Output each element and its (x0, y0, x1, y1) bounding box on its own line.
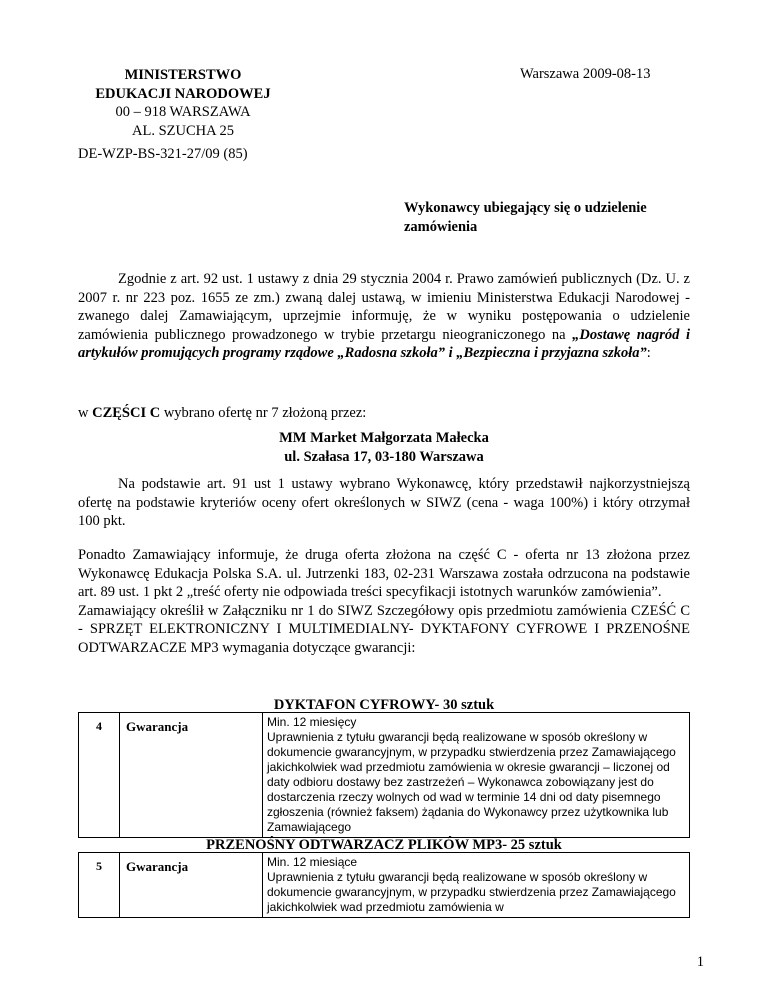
table-row (79, 713, 690, 838)
table-row (79, 853, 690, 918)
page-number: 1 (696, 954, 704, 970)
sender-block (78, 66, 288, 140)
warranty-terms: Uprawnienia z tytułu gwarancji będą realizowane w sposób określony w dokumencie gwarancyjnym, w przypadku stwierdzenia przez Zamawiającego jakichkolwiek wad przedmiotu zamówienia w okresie gwarancji – liczonej od daty odbioru dostawy bez zastrzeżeń – Wykonawca zobowiązany jest do dostarczenia rzeczy wolnych od wad w terminie 14 dni od daty pisemnego zgłoszenia (również faksem) żądania do Wykonawcy przez użytkownika lub Zamawiającego (267, 730, 676, 834)
document-date: Warszawa 2009-08-13 (520, 66, 651, 82)
table2-title: PRZENOŚNY ODTWARZACZ PLIKÓW MP3- 25 sztuk (206, 837, 562, 853)
intro-paragraph (78, 270, 690, 363)
row-number: 4 (79, 713, 120, 838)
part-name: CZĘŚCI C (92, 405, 161, 421)
warranty-period: Min. 12 miesiące (267, 855, 358, 869)
part-prefix: w (78, 405, 93, 421)
sender-line-2: EDUKACJI NARODOWEJ (95, 85, 271, 102)
rejection-paragraph (78, 546, 690, 657)
sender-line-1: MINISTERSTWO (124, 67, 242, 83)
row-number: 5 (79, 853, 120, 918)
intro-end: : (646, 345, 651, 361)
sender-line-3: 00 – 918 WARSZAWA (115, 104, 251, 120)
row-description (263, 713, 690, 838)
sender-line-4: AL. SZUCHA 25 (132, 122, 234, 139)
winner-name: MM Market Małgorzata Małecka (279, 430, 489, 446)
intro-text: Zgodnie z art. 92 ust. 1 ustawy z dnia 29 stycznia 2004 r. Prawo zamówień publicznych (Dz. U. z 2007 r. nr 223 poz. 1655 ze zm.) zwaną dalej ustawą, w imieniu Ministerstwa Edukacji Narodowej - zwanego dalej Zamawiającym, uprzejmie informuję, że w wyniku postępowania o udzielenie zamówienia publicznego prowadzonego w trybie przetargu nieograniczonego na (78, 271, 690, 343)
warranty-terms: Uprawnienia z tytułu gwarancji będą realizowane w sposób określony w dokumencie gwarancyjnym, w przypadku stwierdzenia przez Zamawiającego jakichkolwiek wad przedmiotu zamówienia w (267, 870, 676, 914)
tender-title: „Dostawę nagród i artykułów promujących programy rządowe „Radosna szkoła” i „Bezpieczna i przyjazna szkoła” (78, 326, 690, 361)
row-description (263, 853, 690, 918)
reference-number: DE-WZP-BS-321-27/09 (85) (78, 146, 248, 162)
winner-block (78, 429, 690, 466)
row-label: Gwarancja (120, 853, 263, 918)
part-suffix: wybrano ofertę nr 7 złożoną przez: (160, 405, 367, 421)
part-selection-paragraph (78, 404, 690, 423)
winner-address: ul. Szałasa 17, 03-180 Warszawa (284, 448, 484, 465)
table1-title: DYKTAFON CYFROWY- 30 sztuk (273, 697, 495, 713)
warranty-table-1 (78, 712, 690, 838)
rejection-text: Ponadto Zamawiający informuje, że druga oferta złożona na część C - oferta nr 13 złożona przez Wykonawcę Edukacja Polska S.A. ul. Jutrzenki 183, 02-231 Warszawa została odrzucona na podstawie art. 89 ust. 1 pkt 2 „treść oferty nie odpowiada treści specyfikacji istotnych warunków zamówienia”. (78, 547, 690, 600)
warranty-table-2 (78, 852, 690, 918)
row-label: Gwarancja (120, 713, 263, 838)
recipient: Wykonawcy ubiegający się o udzielenie zamówienia (404, 200, 647, 235)
warranty-period: Min. 12 miesięcy (267, 715, 357, 729)
requirements-text: Zamawiający określił w Załączniku nr 1 do SIWZ Szczegółowy opis przedmiotu zamówienia CZEŚĆ C - SPRZĘT ELEKTRONICZNY I MULTIMEDIALNY- DYKTAFONY CYFROWE I PRZENOŚNE ODTWARZACZE MP3 wymagania dotyczące gwarancji: (78, 602, 690, 656)
justification-paragraph: Na podstawie art. 91 ust 1 ustawy wybrano Wykonawcę, który przedstawił najkorzystniejszą ofertę na podstawie kryteriów oceny ofert określonych w SIWZ (cena - waga 100%) i który otrzymał 100 pkt. (78, 476, 690, 529)
